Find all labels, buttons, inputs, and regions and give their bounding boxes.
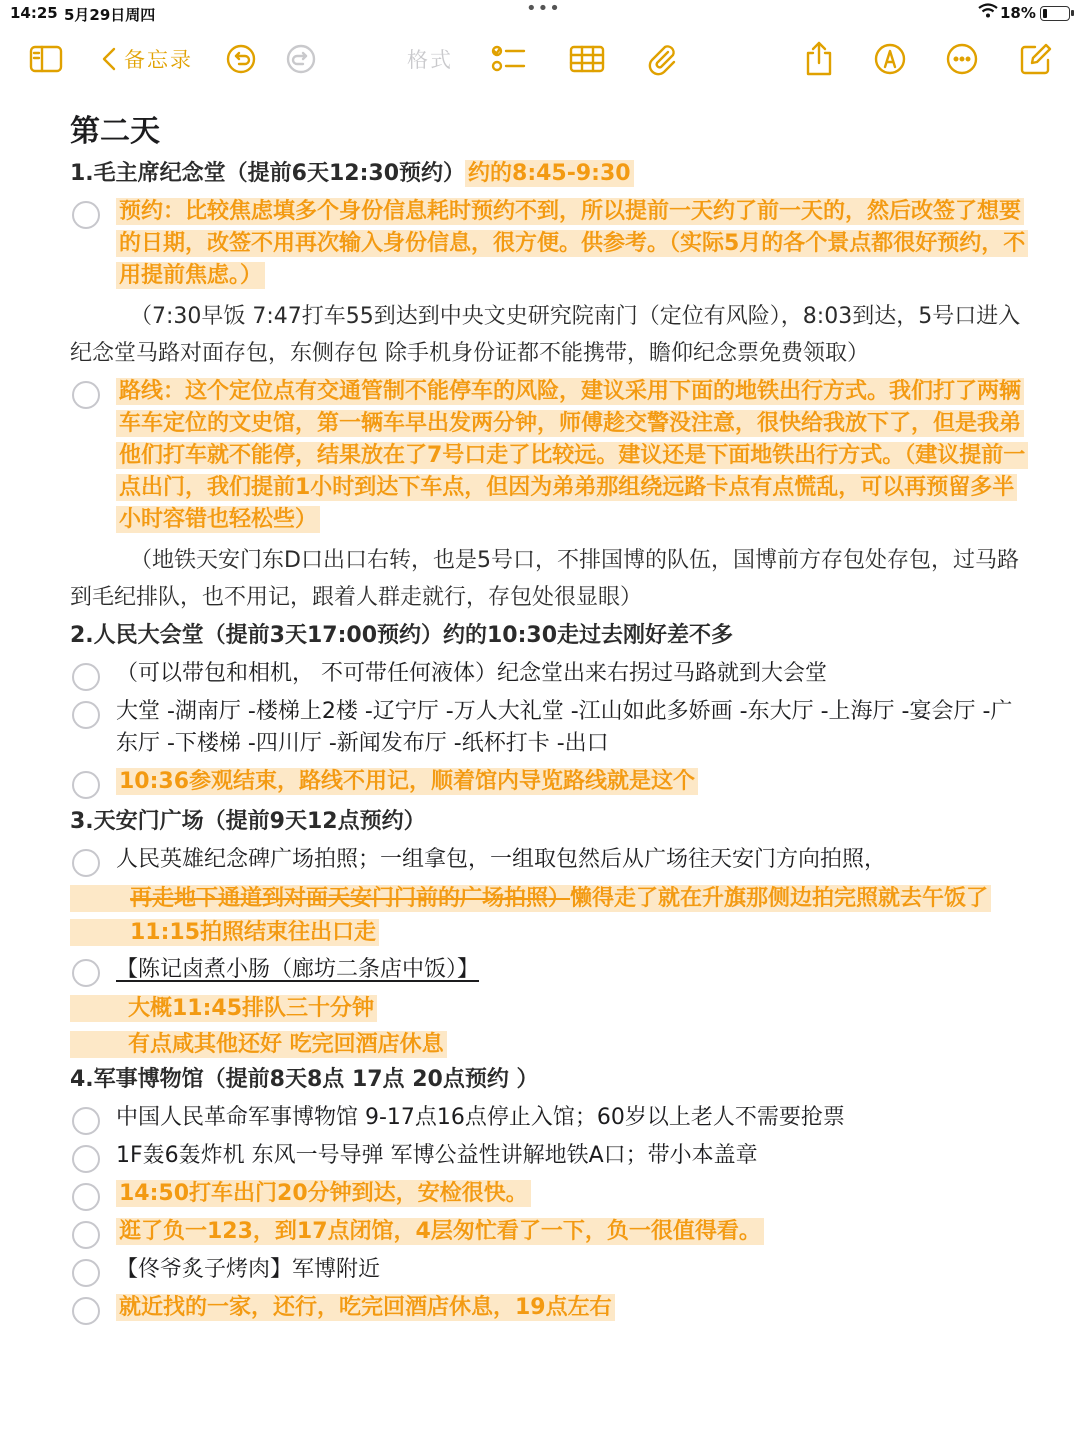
share-icon[interactable] xyxy=(802,36,836,82)
item-text: 1F轰6轰炸机 东风一号导弹 军博公益性讲解地铁A口；带小本盖章 xyxy=(116,1143,758,1168)
item-text: （可以带包和相机， 不可带任何液体）纪念堂出来右拐过马路就到大会堂 xyxy=(116,661,827,686)
status-time: 14:25 xyxy=(10,4,58,22)
checklist-item[interactable] xyxy=(70,376,1030,536)
paragraph[interactable]: （地铁天安门东D口出口右转，也是5号口，不排国博的队伍，国博前方存包处存包，过马路到毛纪排队，也不用记，跟着人群走就行，存包处很显眼） xyxy=(70,548,1019,610)
chevron-left-icon xyxy=(100,46,118,72)
checklist-item[interactable] xyxy=(70,658,1030,690)
checklist-item[interactable] xyxy=(70,1292,1030,1324)
status-date: 5月29日周四 xyxy=(64,6,156,24)
checklist-item[interactable] xyxy=(70,696,1030,760)
checkbox-icon[interactable] xyxy=(72,201,100,229)
checklist-item[interactable] xyxy=(70,1140,1030,1172)
section-heading[interactable]: 3.天安门广场（提前9天12点预约） xyxy=(70,809,426,834)
back-label: 备忘录 xyxy=(124,48,193,72)
highlight-line: 有点咸其他还好 吃完回酒店休息 xyxy=(70,1031,447,1058)
undo-icon[interactable] xyxy=(224,36,258,82)
note-body[interactable] xyxy=(70,108,1030,1330)
redo-icon[interactable] xyxy=(284,36,318,82)
checkbox-icon[interactable] xyxy=(72,959,100,987)
checkbox-icon[interactable] xyxy=(72,1145,100,1173)
section-heading[interactable]: 4.军事博物馆（提前8天8点 17点 20点预约 ） xyxy=(70,1067,539,1092)
checkbox-icon[interactable] xyxy=(72,1221,100,1249)
checklist-item[interactable] xyxy=(70,1178,1030,1210)
item-text: 路线：这个定位点有交通管制不能停车的风险，建议采用下面的地铁出行方式。我们打了两辆车车定位的文史馆，第一辆车早出发两分钟，师傅趁交警没注意，很快给我放下了，但是我弟他们打车就不能停，结果放在了7号口走了比较远。建议还是下面地铁出行方式。（建议提前一点出门，我们提前1小时到达下车点，但因为弟弟那组绕远路卡点有点慌乱，可以再预留多半小时容错也轻松些） xyxy=(116,378,1028,533)
item-text: 大堂 -湖南厅 -楼梯上2楼 -辽宁厅 -万人大礼堂 -江山如此多娇画 -东大厅 -上海厅 -宴会厅 -广东厅 -下楼梯 -四川厅 -新闻发布厅 -纸杯打卡 -出口 xyxy=(116,699,1013,756)
item-text: 14:50打车出门20分钟到达，安检很快。 xyxy=(116,1180,531,1207)
checklist-item[interactable] xyxy=(70,196,1030,292)
notes-toolbar xyxy=(0,36,1080,86)
checkbox-icon[interactable] xyxy=(72,849,100,877)
item-text: 【陈记卤煮小肠（廊坊二条店中饭）】 xyxy=(116,957,480,982)
checklist-item[interactable] xyxy=(70,844,1030,876)
checklist-item[interactable] xyxy=(70,1102,1030,1134)
checklist-item[interactable] xyxy=(70,1216,1030,1248)
checklist-icon[interactable] xyxy=(490,36,528,82)
markup-icon[interactable] xyxy=(872,36,908,82)
format-label: 格式 xyxy=(407,48,453,72)
item-text: 人民英雄纪念碑广场拍照；一组拿包，一组取包然后从广场往天安门方向拍照， xyxy=(116,847,887,872)
more-icon[interactable] xyxy=(944,36,980,82)
item-text: 10:36参观结束，路线不用记，顺着馆内导览路线就是这个 xyxy=(116,768,698,795)
item-text: 中国人民革命军事博物馆 9-17点16点停止入馆；60岁以上老人不需要抢票 xyxy=(116,1105,845,1130)
back-button[interactable] xyxy=(100,36,210,82)
highlight-text: 约的8:45-9:30 xyxy=(465,160,634,187)
paragraph[interactable]: （7:30早饭 7:47打车55到达到中央文史研究院南门（定位有风险），8:03到达，5号口进入纪念堂马路对面存包，东侧存包 除手机身份证都不能携带，瞻仰纪念票免费领取） xyxy=(70,304,1021,366)
paragraph[interactable] xyxy=(70,992,1030,1026)
checkbox-icon[interactable] xyxy=(72,1259,100,1287)
checkbox-icon[interactable] xyxy=(72,1107,100,1135)
format-button[interactable] xyxy=(400,36,460,82)
multitasking-dots-icon[interactable]: ••• xyxy=(526,0,561,19)
sidebar-icon[interactable] xyxy=(28,36,64,82)
wifi-icon xyxy=(978,3,998,23)
highlight-line: 大概11:45排队三十分钟 xyxy=(70,995,377,1022)
section-heading[interactable]: 2.人民大会堂（提前3天17:00预约）约的10:30走过去刚好差不多 xyxy=(70,623,734,648)
checkbox-icon[interactable] xyxy=(72,1183,100,1211)
checklist-item[interactable] xyxy=(70,766,1030,798)
paragraph[interactable] xyxy=(70,1028,1030,1062)
item-text: 就近找的一家，还行，吃完回酒店休息，19点左右 xyxy=(116,1294,615,1321)
heading-text: 1.毛主席纪念堂（提前6天12:30预约） xyxy=(70,161,466,186)
battery-percent: 18% xyxy=(1000,4,1036,22)
status-bar xyxy=(0,0,1080,28)
checkbox-icon[interactable] xyxy=(72,663,100,691)
paragraph[interactable] xyxy=(70,882,1030,950)
checkbox-icon[interactable] xyxy=(72,381,100,409)
checklist-item[interactable] xyxy=(70,954,1030,986)
paperclip-icon[interactable] xyxy=(644,36,680,82)
checkbox-icon[interactable] xyxy=(72,1297,100,1325)
strikethrough-text: 再走地下通道到对面天安门门前的广场拍照）懒得走了就在升旗那侧边拍完照就去午饭了11:15拍照结束往出口走 xyxy=(70,885,991,946)
note-title[interactable]: 第二天 xyxy=(70,114,160,149)
checklist-item[interactable] xyxy=(70,1254,1030,1286)
item-text: 【佟爷炙子烤肉】军博附近 xyxy=(116,1257,381,1282)
item-text: 预约：比较焦虑填多个身份信息耗时预约不到，所以提前一天约了前一天的，然后改签了想要的日期，改签不用再次输入身份信息，很方便。供参考。（实际5月的各个景点都很好预约，不用提前焦虑。） xyxy=(116,198,1028,289)
item-text: 逛了负一123，到17点闭馆，4层匆忙看了一下，负一很值得看。 xyxy=(116,1218,764,1245)
checkbox-icon[interactable] xyxy=(72,701,100,729)
table-icon[interactable] xyxy=(568,36,606,82)
checkbox-icon[interactable] xyxy=(72,771,100,799)
section-heading[interactable] xyxy=(70,156,1030,192)
compose-icon[interactable] xyxy=(1018,36,1054,82)
battery-icon xyxy=(1040,6,1070,21)
